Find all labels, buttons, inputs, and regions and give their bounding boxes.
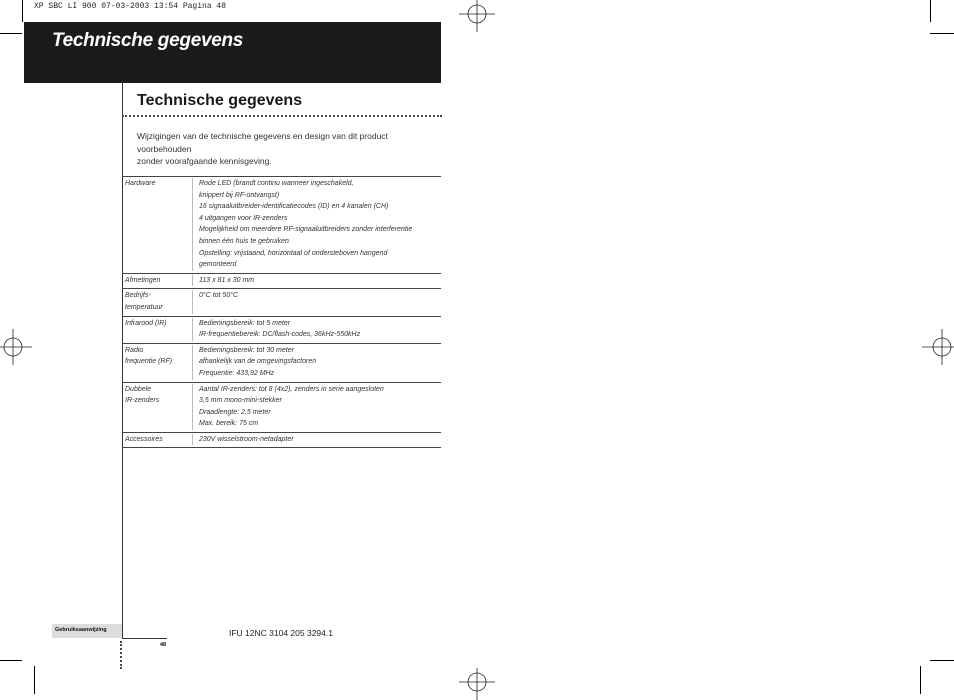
vertical-dotted-rule <box>120 641 122 669</box>
spec-label-line: Afmetingen <box>125 276 161 284</box>
intro-paragraph <box>137 130 442 168</box>
spec-values <box>193 178 412 271</box>
spec-value-line: afhankelijk van de omgevingsfactoren <box>199 358 317 366</box>
spec-value-line: Mogelijkheid om meerdere RF-signaaluitbreiders zonder interferentie <box>199 226 413 234</box>
crop-mark-bottom-left-h <box>0 660 22 661</box>
manual-tab-label: Gebruiksaanwijzing <box>55 627 107 633</box>
crop-mark-top-right-h <box>930 33 954 34</box>
page-number: 48 <box>160 642 167 648</box>
spec-label-line: Accessoires <box>125 435 163 443</box>
spec-label-line: Infrarood (IR) <box>125 319 167 327</box>
table-row <box>122 274 441 290</box>
registration-mark-right <box>918 329 954 365</box>
crop-mark-bottom-right-h <box>930 660 954 661</box>
spec-value-line: 113 x 81 x 30 mm <box>199 276 255 284</box>
spec-values <box>193 434 294 446</box>
intro-line: zonder voorafgaande kennisgeving. <box>137 156 272 166</box>
spec-values <box>193 318 360 341</box>
spec-value-line: Aantal IR-zenders: tot 8 (4x2), zenders in serie aangesloten <box>199 385 384 393</box>
spec-values <box>193 384 384 430</box>
spec-value-line: gemonteerd <box>199 261 237 269</box>
crop-mark-top-left-h <box>0 33 22 34</box>
registration-mark-top <box>459 0 495 36</box>
document-code: IFU 12NC 3104 205 3294.1 <box>229 628 333 638</box>
intro-line: Wijzigingen van de technische gegevens en design van dit product voorbehouden <box>137 131 388 154</box>
spec-value-line: binnen één huis te gebruiken <box>199 237 289 245</box>
dotted-divider <box>122 115 442 117</box>
spec-label <box>122 318 193 341</box>
spec-value-line: Bedieningsbereik: tot 30 meter <box>199 346 294 354</box>
crop-mark-top-left-v <box>22 0 23 22</box>
crop-mark-bottom-left-v <box>34 666 35 694</box>
footer-rule <box>122 638 167 639</box>
spec-label <box>122 290 193 313</box>
spec-values <box>193 290 238 313</box>
spec-label-line: frequentie (RF) <box>125 358 173 366</box>
spec-label-line: temperatuur <box>125 303 163 311</box>
spec-value-line: knippert bij RF-ontvangst) <box>199 191 280 199</box>
spec-label-line: Bedrijfs- <box>125 292 151 300</box>
crop-mark-bottom-right-v <box>920 666 921 694</box>
spec-value-line: Rode LED (brandt continu wanneer ingeschakeld, <box>199 180 354 187</box>
printer-slug: XP SBC LI 900 07-03-2003 13:54 Pagina 48 <box>34 2 227 11</box>
spec-label-line: Dubbele <box>125 385 152 393</box>
spec-label <box>122 275 193 287</box>
spec-value-line: Frequentie: 433,92 MHz <box>199 369 275 377</box>
spec-value-line: Opstelling: vrijstaand, horizontaal of ondersteboven hangend <box>199 249 388 257</box>
specs-table <box>122 176 441 448</box>
spec-label <box>122 434 193 446</box>
table-row <box>122 177 441 274</box>
table-row <box>122 289 441 316</box>
spec-label <box>122 178 193 271</box>
table-row <box>122 317 441 344</box>
spec-label-line: Hardware <box>125 180 156 187</box>
registration-mark-left <box>0 329 36 365</box>
crop-mark-top-right-v <box>930 0 931 22</box>
spec-value-line: Max. bereik: 75 cm <box>199 420 259 428</box>
spec-value-line: 0°C tot 50°C <box>199 292 239 300</box>
spec-value-line: 4 uitgangen voor IR-zenders <box>199 214 288 222</box>
spec-values <box>193 275 254 287</box>
spec-label-line: Radio <box>125 346 144 354</box>
spec-value-line: 3,5 mm mono-mini-stekker <box>199 397 282 405</box>
spec-values <box>193 345 316 380</box>
spec-label-line: IR-zenders <box>125 397 160 405</box>
spec-value-line: 230V wisselstroom-netadapter <box>199 435 294 443</box>
spec-value-line: 16 signaaluitbreider-identificatiecodes (ID) en 4 kanalen (CH) <box>199 203 389 211</box>
spec-label <box>122 345 193 380</box>
spec-value-line: IR-frequentiebereik: DC/flash-codes, 36kHz-550kHz <box>199 331 361 339</box>
spec-value-line: Draadlengte: 2,5 meter <box>199 408 271 416</box>
table-row <box>122 344 441 383</box>
spec-label <box>122 384 193 430</box>
table-row <box>122 433 441 449</box>
spec-value-line: Bedieningsbereik: tot 5 meter <box>199 319 291 327</box>
banner-title: Technische gegevens <box>52 30 244 51</box>
table-row <box>122 383 441 433</box>
registration-mark-bottom <box>459 664 495 700</box>
section-heading: Technische gegevens <box>137 92 303 109</box>
